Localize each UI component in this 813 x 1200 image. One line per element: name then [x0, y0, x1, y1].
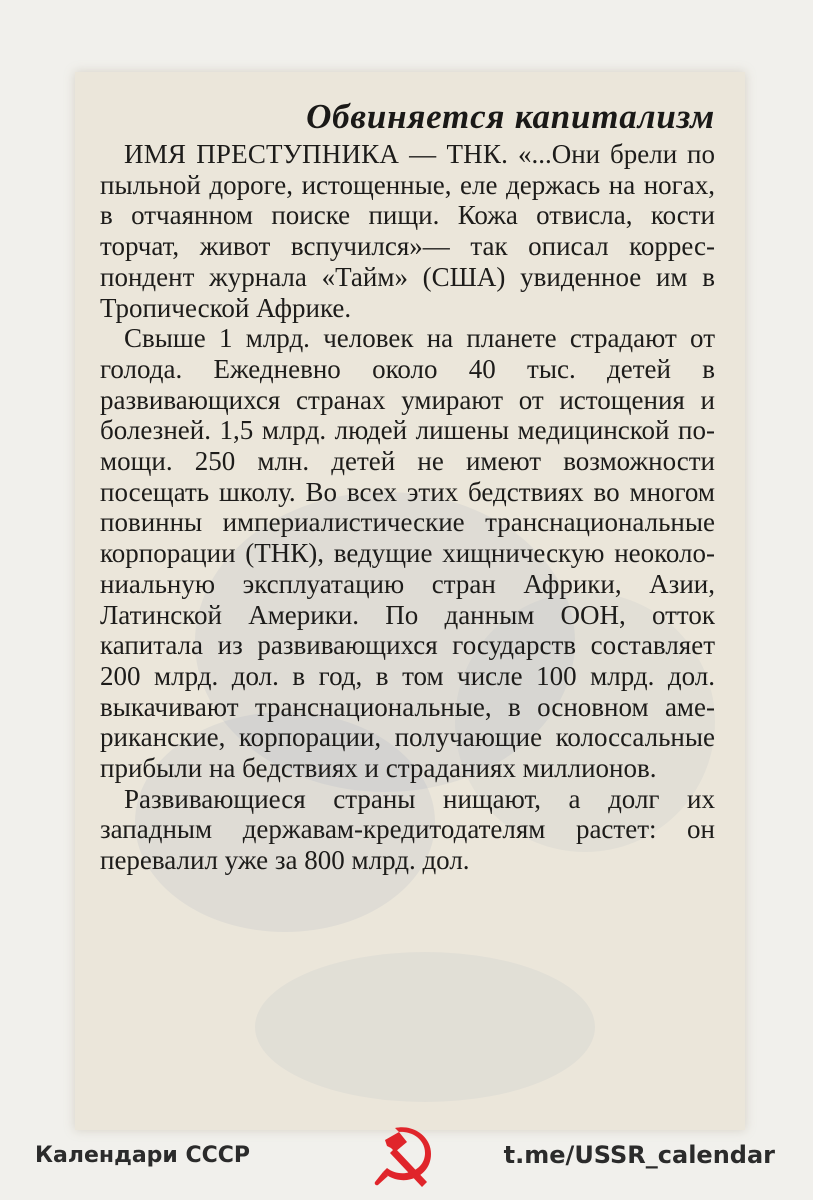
paragraph-text: «...Они брели по пыльной дороге, истощенные, еле держась на ногах, в отчаянном поиске пищи. Кожа отвисла, кости торчат, живот вспучился»— так описал корреспондент журнала «Тайм» (США) увиденное им в Тропической Африке.	[100, 139, 715, 323]
paragraph-text: Развивающиеся страны нищают, а долг их западным державам-кредитодателям растет: он перевалил уже за 800 млрд. дол.	[100, 783, 715, 876]
article-paragraph	[100, 323, 715, 784]
calendar-page	[75, 72, 745, 1130]
article	[100, 95, 715, 876]
channel-link[interactable]: t.me/USSR_calendar	[503, 1141, 775, 1169]
article-paragraph	[100, 139, 715, 323]
article-paragraph	[100, 784, 715, 876]
article-title: Обвиняется капитализм	[306, 97, 715, 136]
source-label: Календари СССР	[35, 1143, 251, 1168]
watermark-blot	[255, 952, 595, 1102]
hammer-and-sickle-icon	[365, 1122, 445, 1190]
paragraph-lead: ИМЯ ПРЕСТУПНИКА — ТНК.	[124, 139, 509, 169]
paragraph-text: Свыше 1 млрд. человек на планете страдают от голода. Ежедневно около 40 тыс. детей в развивающихся странах умирают от истощения и болезней. 1,5 млрд. людей лишены медицинской помощи. 250 млн. детей не имеют возможности посещать школу. Во всех этих бедствиях во многом повинны империалистические транснациональные корпорации (ТНК), ведущие хищническую неоколониальную эксплуатацию стран Африки, Азии, Латинской Америки. По данным ООН, отток капитала из развивающихся государств составляет 200 млрд. дол. в год, в том числе 100 млрд. дол. выкачивают транснациональные, в основном американские, корпорации, получающие колоссальные прибыли на бедствиях и страданиях миллионов.	[100, 323, 715, 784]
